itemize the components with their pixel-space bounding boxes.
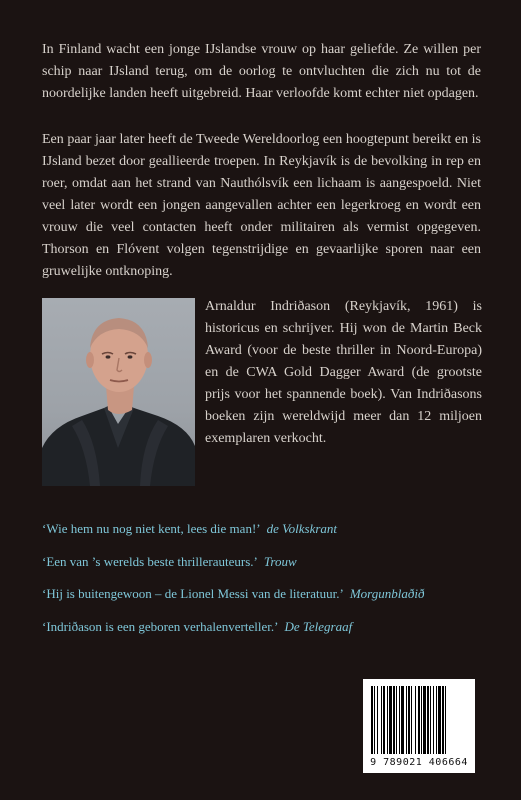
quote-text: ‘Hij is buitengewoon – de Lionel Messi van de literatuur.’ bbox=[42, 586, 344, 601]
quote-text: ‘Indriðason is een geboren verhalenverteller.’ bbox=[42, 618, 279, 634]
author-portrait-image bbox=[42, 298, 195, 486]
author-photo bbox=[42, 298, 195, 486]
review-quote bbox=[42, 585, 492, 603]
quote-source: Trouw bbox=[263, 553, 297, 569]
review-quote bbox=[42, 553, 492, 571]
quote-source: De Telegraaf bbox=[284, 618, 353, 634]
barcode-bars bbox=[371, 686, 467, 754]
isbn-barcode bbox=[363, 679, 475, 773]
quote-source: Morgunblaðið bbox=[349, 586, 425, 601]
quote-source: de Volkskrant bbox=[266, 521, 338, 536]
quote-text: ‘Een van ’s werelds beste thrillerauteurs.’ bbox=[42, 553, 258, 569]
author-bio: Arnaldur Indriðason (Reykjavík, 1961) is historicus en schrijver. Hij won de Martin Beck Award (voor de beste thriller in Noord-Europa) en de CWA Gold Dagger Award (de grootste prijs voor het spannende boek). Van Indriðasons boeken zijn wereldwijd meer dan 12 miljoen exemplaren verkocht. bbox=[205, 299, 482, 446]
quote-text: ‘Wie hem nu nog niet kent, lees die man!’ bbox=[42, 521, 261, 536]
review-quote bbox=[42, 618, 492, 636]
isbn-number: 9 789021 406664 bbox=[370, 757, 468, 768]
review-quotes bbox=[42, 520, 492, 650]
blurb-paragraph-1: In Finland wacht een jonge IJslandse vrouw op haar geliefde. Ze willen per schip naar IJsland terug, om de oorlog te ontvluchten die zich nu tot de noordelijke landen heeft uitgebreid. Haar verloofde komt echter niet opdagen. bbox=[42, 42, 481, 101]
blurb-paragraph-2: Een paar jaar later heeft de Tweede Wereldoorlog een hoogtepunt bereikt en is IJsland bezet door geallieerde troepen. In Reykjavík is de bevolking in rep en roer, omdat aan het strand van Nauthólsvík een lichaam is aangespoeld. Niet veel later wordt een jongen aangevallen achter een legerkroeg en wordt een vrouw die veel contacten heeft onder militairen als vermist opgegeven. Thorson en Flóvent volgen tegenstrijdige en gevaarlijke sporen naar een gruwelijke ontknoping. bbox=[42, 132, 481, 279]
review-quote bbox=[42, 520, 492, 538]
